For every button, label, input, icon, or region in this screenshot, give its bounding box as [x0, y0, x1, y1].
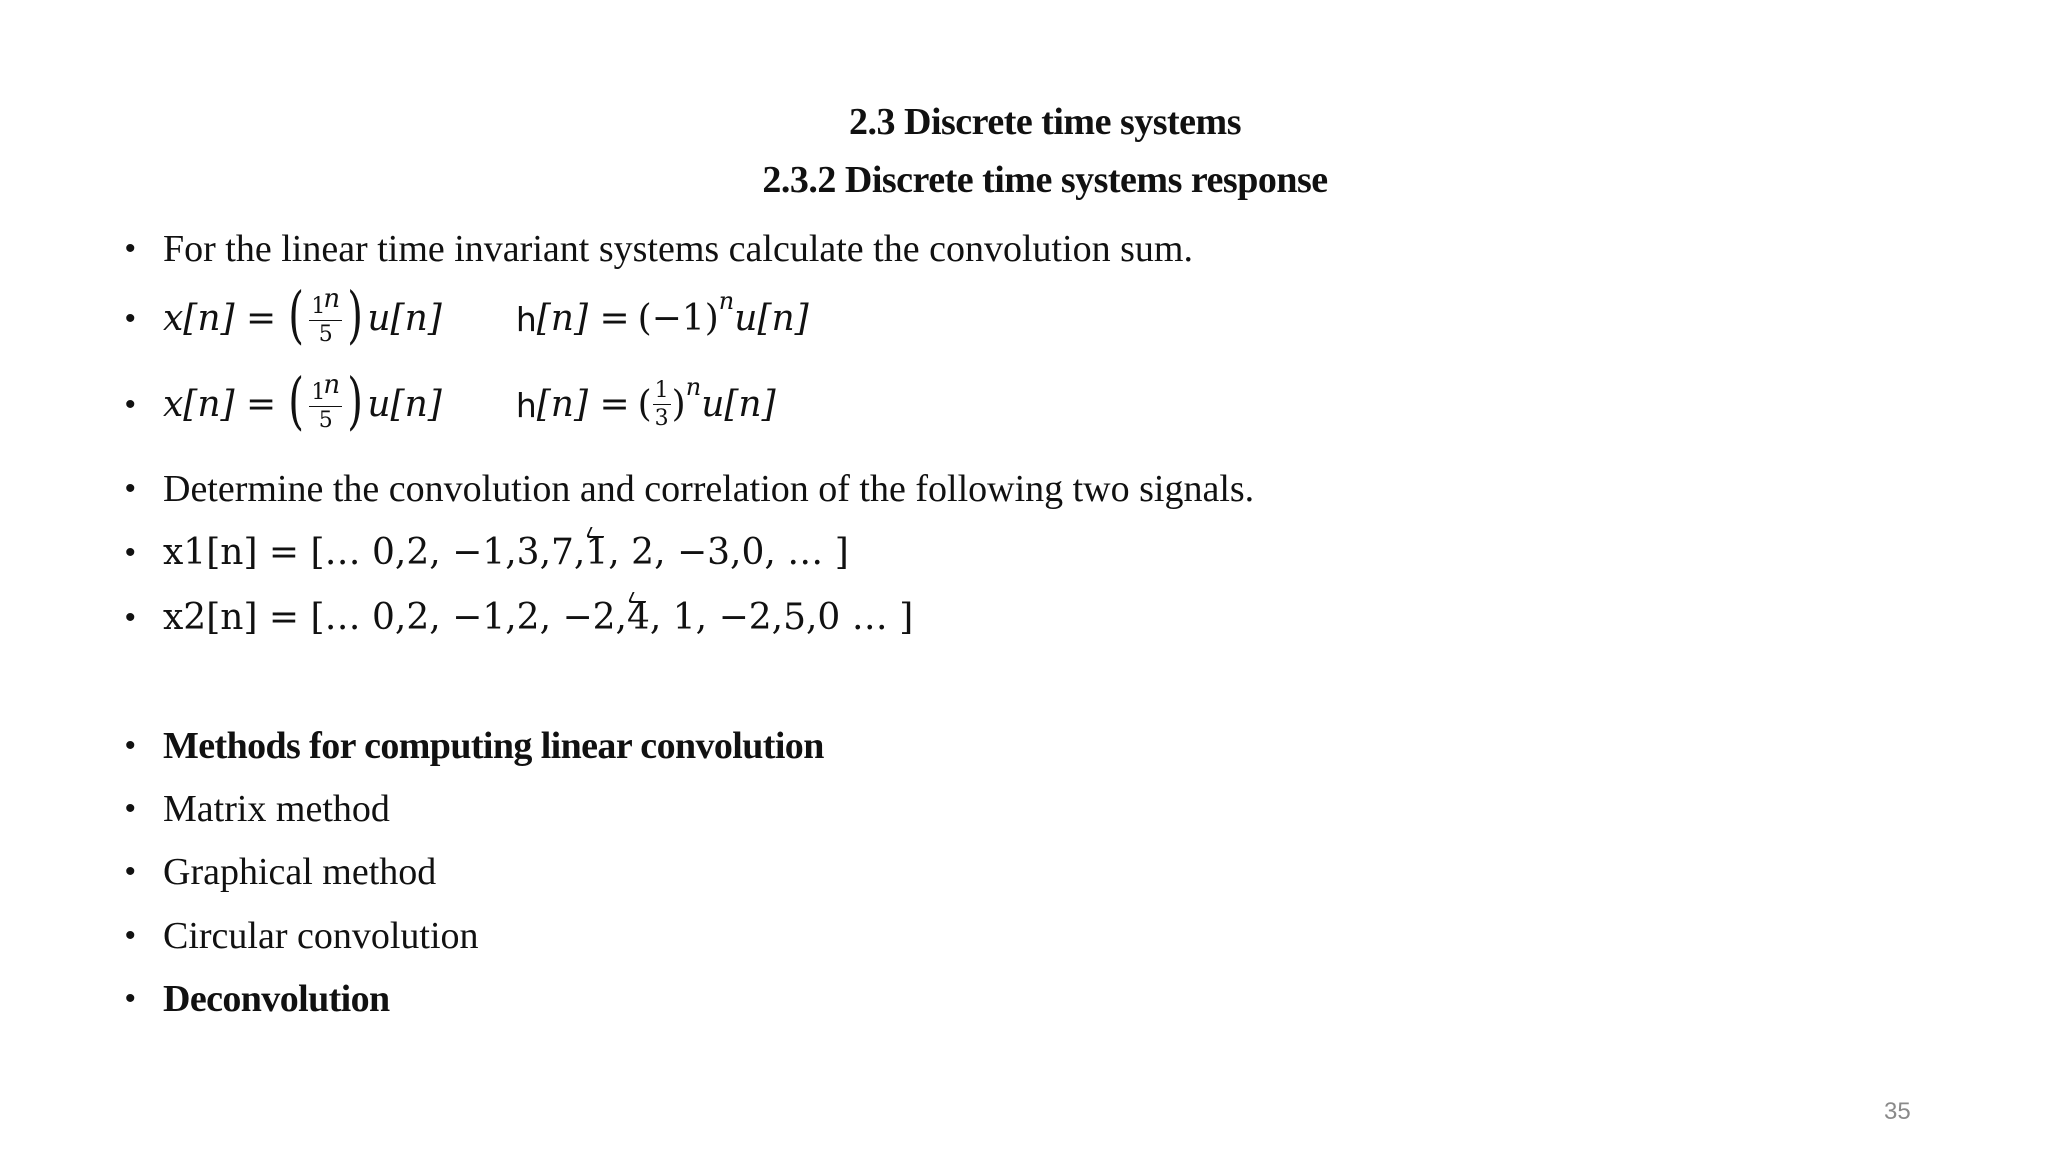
origin-marker-x2: 4 — [626, 597, 650, 638]
slide-subtitle: 2.3.2 Discrete time systems response — [762, 159, 1328, 201]
eq2-h: h — [515, 385, 537, 425]
bullet-methods-heading — [125, 727, 824, 765]
bullet-convolution-sum — [125, 230, 1193, 268]
bullet-marker: • — [125, 982, 136, 1015]
bullet-marker: • — [125, 792, 136, 825]
bullet-method-graphical — [125, 853, 436, 891]
bullet-correlation — [125, 470, 1254, 508]
bullet-equation-1 — [125, 278, 809, 351]
method-item: Graphical method — [163, 851, 437, 893]
bullet-marker: • — [125, 919, 136, 952]
bullet-marker: • — [125, 302, 136, 335]
sequence-x2: x2[n] = [… 0,2, −1,2, −2, 4 , 1, −2,5,0 … ] — [163, 597, 914, 638]
equation-1: x[n] = ( $\frac{1n}{5}$ ) u[n] h [n] = (−1) n u[n] — [163, 278, 809, 351]
eq1-h: h — [515, 299, 537, 339]
bullet-marker: • — [125, 729, 136, 762]
deconvolution-heading: Deconvolution — [163, 978, 390, 1020]
slide-title: 2.3 Discrete time systems — [849, 101, 1241, 143]
bullet-marker: • — [125, 388, 136, 421]
eq2-fraction: $\frac{1n}{5}$ — [311, 370, 341, 433]
eq2-lhs: x[n] = — [163, 384, 277, 425]
bullet-marker: • — [125, 536, 136, 569]
bullet-sequence-x2 — [125, 597, 914, 638]
bullet-method-matrix — [125, 790, 390, 828]
eq2-h-fraction: $\frac{1}{3}$ — [654, 378, 669, 431]
bullet-sequence-x1 — [125, 532, 849, 573]
eq1-h-base: (−1) — [637, 298, 719, 339]
bullet-deconvolution — [125, 980, 390, 1018]
page-number: 35 — [1884, 1098, 1911, 1125]
eq1-fraction: $\frac{1n}{5}$ — [311, 284, 341, 347]
bullet-text: For the linear time invariant systems calculate the convolution sum. — [163, 228, 1193, 270]
bullet-text: Determine the convolution and correlation of the following two signals. — [163, 468, 1255, 510]
method-item: Matrix method — [163, 788, 390, 830]
method-item: Circular convolution — [163, 915, 479, 957]
eq1-lhs: x[n] = — [163, 298, 277, 339]
bullet-marker: • — [125, 472, 136, 505]
origin-marker-x1: 1 — [585, 532, 609, 573]
equation-2: x[n] = ( $\frac{1n}{5}$ ) u[n] h [n] = ( $\frac{1}{3}$ ) n u[n] — [163, 364, 776, 437]
bullet-marker: • — [125, 855, 136, 888]
methods-heading: Methods for computing linear convolution — [163, 725, 824, 767]
eq2-u: u[n] — [367, 384, 442, 425]
bullet-method-circular — [125, 917, 479, 955]
bullet-equation-2 — [125, 364, 776, 437]
sequence-x1: x1[n] = [… 0,2, −1,3,7, 1 , 2, −3,0, … ] — [163, 532, 849, 573]
eq1-u: u[n] — [367, 298, 442, 339]
bullet-marker: • — [125, 601, 136, 634]
bullet-marker: • — [125, 232, 136, 265]
